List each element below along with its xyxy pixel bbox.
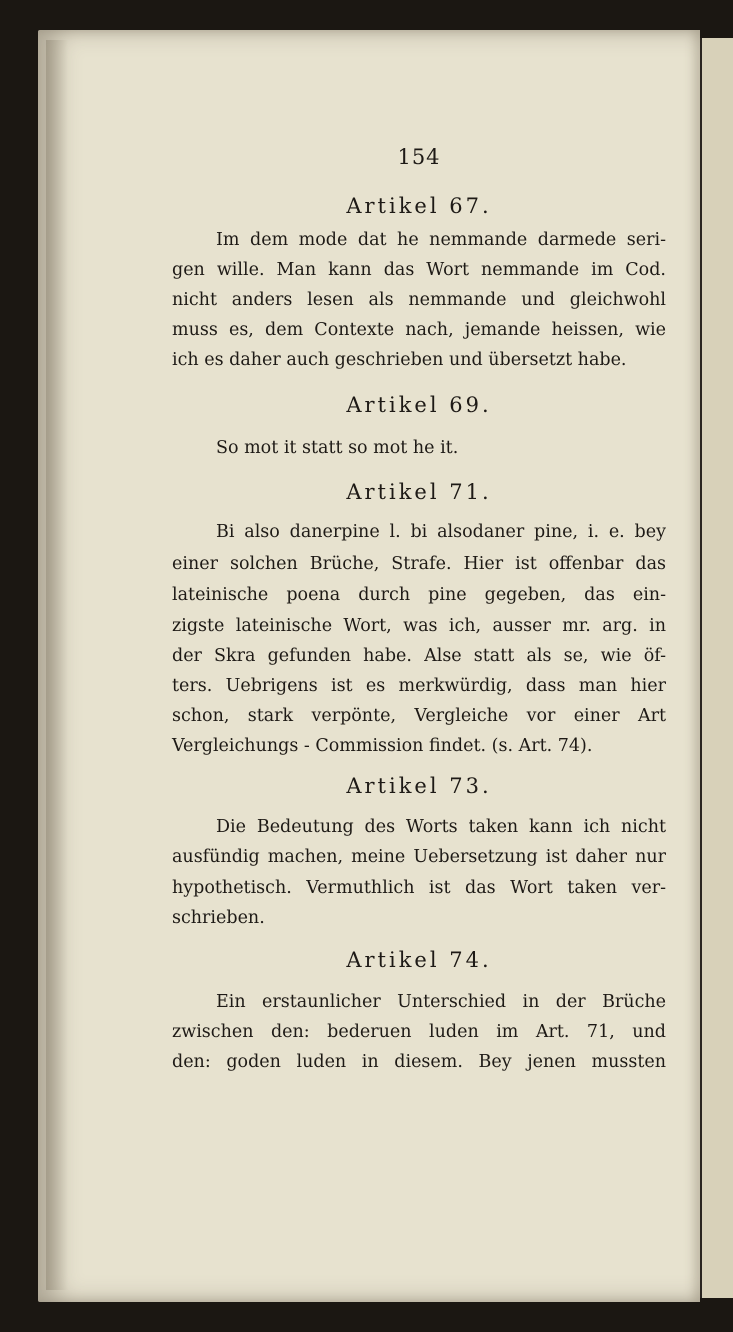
text-line: ich es daher auch geschrieben und übersetzt habe. [172,350,627,370]
heading-artikel-67: Artikel 67. [346,194,492,218]
adjacent-page-edge [700,38,733,1298]
text-line: muss es, dem Contexte nach, jemande heissen, wie [172,320,666,340]
heading-artikel-73: Artikel 73. [346,774,492,798]
text-line: einer solchen Brüche, Strafe. Hier ist offenbar das [172,554,666,574]
text-line: ters. Uebrigens ist es merkwürdig, dass man hier [172,676,666,696]
page-gutter-shadow [46,40,68,1290]
page-number: 154 [397,145,441,169]
text-line: Bi also danerpine l. bi alsodaner pine, i. e. bey [216,522,666,542]
text-line: hypothetisch. Vermuthlich ist das Wort taken ver- [172,878,666,898]
text-line: nicht anders lesen als nemmande und gleichwohl [172,290,666,310]
text-line: der Skra gefunden habe. Alse statt als se, wie öf- [172,646,666,666]
text-line: schon, stark verpönte, Vergleiche vor einer Art [172,706,666,726]
text-line: den: goden luden in diesem. Bey jenen mussten [172,1052,666,1072]
text-line: zwischen den: bederuen luden im Art. 71, und [172,1022,666,1042]
text-line: lateinische poena durch pine gegeben, das ein- [172,585,666,605]
text-line: ausfündig machen, meine Uebersetzung ist daher nur [172,847,666,867]
text-line: zigste lateinische Wort, was ich, ausser mr. arg. in [172,616,666,636]
text-line: Die Bedeutung des Worts taken kann ich nicht [216,817,666,837]
text-line: So mot it statt so mot he it. [216,438,459,458]
heading-artikel-71: Artikel 71. [346,480,492,504]
text-line: Im dem mode dat he nemmande darmede seri- [216,230,666,250]
text-line: gen wille. Man kann das Wort nemmande im Cod. [172,260,666,280]
text-line: schrieben. [172,908,265,928]
text-line: Ein erstaunlicher Unterschied in der Brüche [216,992,666,1012]
text-line: Vergleichungs - Commission findet. (s. Art. 74). [172,736,593,756]
heading-artikel-74: Artikel 74. [346,948,492,972]
heading-artikel-69: Artikel 69. [346,393,492,417]
